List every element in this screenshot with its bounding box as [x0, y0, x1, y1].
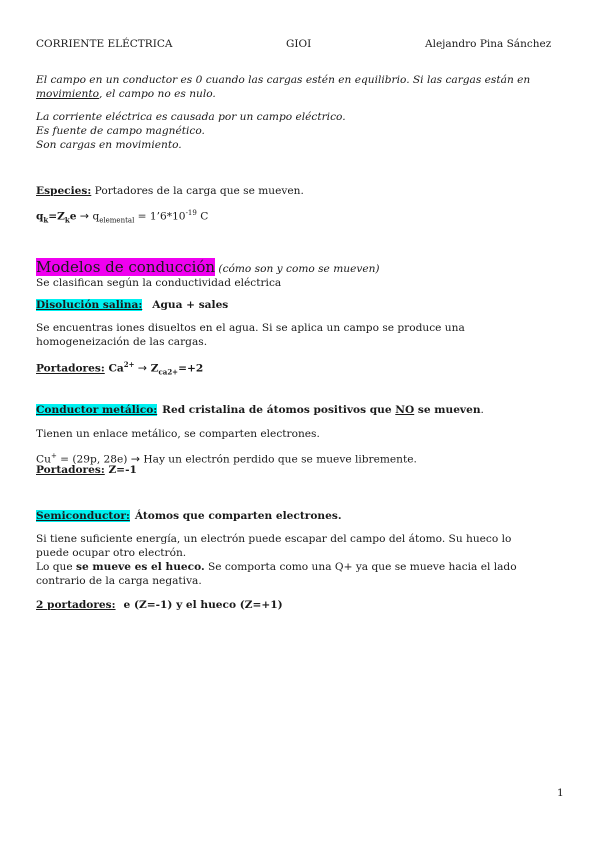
semi-text-3-pre: Lo que	[36, 561, 77, 573]
cu-symbol: Cu	[36, 453, 51, 466]
formula-value: = 1’6*10	[134, 210, 186, 223]
formula-z: =Z	[48, 210, 65, 223]
metal-text-1: Tienen un enlace metálico, se comparten electrones.	[36, 428, 320, 440]
species-line	[36, 184, 304, 198]
semi-text-4: contrario de la carga negativa.	[36, 575, 202, 587]
models-heading	[36, 257, 380, 276]
arrow-icon: →	[137, 361, 148, 375]
intro-line-2	[36, 87, 216, 101]
carriers-z-sub: ca2+	[158, 367, 179, 377]
species-label: Especies:	[36, 185, 92, 197]
carriers-ca-charge: 2+	[123, 360, 135, 369]
arrow-icon: →	[79, 209, 90, 223]
intro-line-2-rest: , el campo no es nulo.	[98, 88, 216, 100]
semi-label: Semiconductor:	[36, 510, 130, 522]
charge-formula	[36, 206, 208, 228]
carriers-value: =+2	[178, 362, 204, 375]
intro-line-1: El campo en un conductor es 0 cuando las cargas estén en equilibrio. Si las cargas están en	[36, 74, 531, 86]
formula-sub-k: k	[43, 215, 49, 225]
arrow-icon: →	[130, 452, 141, 466]
cu-composition: = (29p, 28e)	[56, 453, 128, 466]
species-text: Portadores de la carga que se mueven.	[91, 185, 304, 197]
metal-label: Conductor metálico:	[36, 404, 158, 416]
formula-unit: C	[196, 210, 209, 223]
metal-desc-post: se mueven	[414, 404, 481, 416]
semi-text-1: Si tiene suficiente energía, un electrón puede escapar del campo del átomo. Su hueco lo	[36, 533, 512, 545]
metal-desc-no: NO	[395, 404, 415, 416]
saline-carriers-label: Portadores:	[36, 362, 105, 375]
cu-charge: +	[50, 452, 57, 460]
models-subtitle: (cómo son y como se mueven)	[215, 263, 380, 275]
metal-desc-dot: .	[480, 404, 484, 416]
semi-carriers-label: 2 portadores:	[36, 599, 116, 611]
underlined-word: movimiento	[36, 88, 99, 100]
semi-text-3-post: Se comporta como una Q+ ya que se mueve hacia el lado	[204, 561, 517, 573]
saline-label: Disolución salina:	[36, 299, 143, 311]
metal-heading	[36, 403, 484, 417]
semi-text-2: puede ocupar otro electrón.	[36, 547, 187, 559]
formula-exponent: -19	[185, 209, 197, 217]
semi-carriers	[36, 598, 283, 612]
course-name: GIOI	[286, 38, 312, 50]
metal-carriers-label: Portadores:	[36, 464, 105, 476]
metal-carriers	[36, 463, 137, 477]
metal-desc-pre: Red cristalina de átomos positivos que	[162, 404, 396, 416]
formula-q: q	[36, 210, 44, 223]
page-number: 1	[557, 787, 564, 799]
metal-carriers-value: Z=-1	[104, 464, 137, 476]
semi-text-3	[36, 560, 517, 574]
cu-text: Hay un electrón perdido que se mueve libremente.	[140, 453, 417, 466]
intro-line-4: Es fuente de campo magnético.	[36, 125, 205, 137]
semi-heading	[36, 509, 342, 523]
saline-heading	[36, 298, 228, 312]
author-name: Alejandro Pina Sánchez	[425, 38, 552, 50]
semi-text-3-bold: se mueve es el hueco.	[76, 561, 205, 573]
models-classify: Se clasifican según la conductividad eléctrica	[36, 277, 282, 289]
carriers-z: Z	[147, 362, 159, 375]
formula-e: e	[69, 210, 77, 223]
carriers-ca: Ca	[104, 362, 124, 375]
saline-text-1: Se encuentras iones disueltos en el agua. Si se aplica un campo se produce una	[36, 322, 465, 334]
intro-line-5: Son cargas en movimiento.	[36, 139, 182, 151]
saline-desc: Agua + sales	[152, 299, 229, 311]
saline-carriers	[36, 358, 203, 380]
intro-line-3: La corriente eléctrica es causada por un campo eléctrico.	[36, 111, 346, 123]
formula-sub-k2: k	[64, 215, 70, 225]
saline-text-2: homogeneización de las cargas.	[36, 336, 208, 348]
formula-q2: q	[89, 210, 100, 223]
semi-carriers-value: e (Z=-1) y el hueco (Z=+1)	[123, 599, 283, 611]
document-title: CORRIENTE ELÉCTRICA	[36, 38, 173, 50]
semi-desc: Átomos que comparten electrones.	[134, 510, 342, 522]
models-title: Modelos de conducción	[36, 258, 216, 276]
formula-sub-elemental: elemental	[99, 216, 135, 225]
